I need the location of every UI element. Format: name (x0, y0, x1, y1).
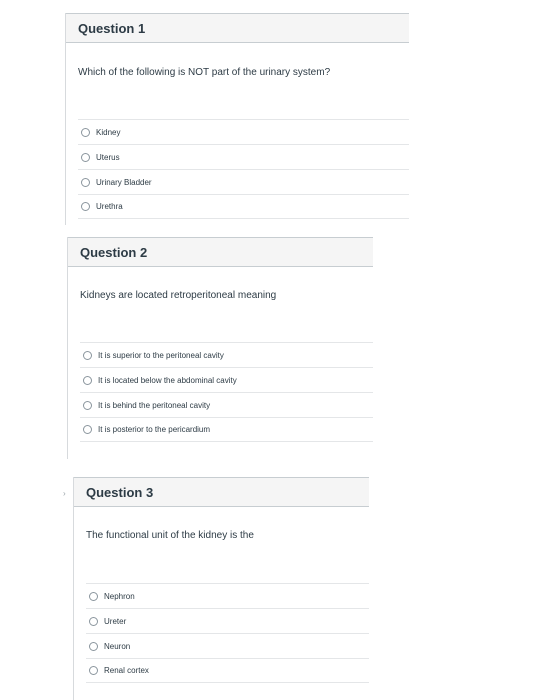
answer-option[interactable] (80, 392, 373, 417)
answer-option[interactable] (86, 658, 369, 683)
radio-button[interactable] (81, 128, 90, 137)
question-1-text: Which of the following is NOT part of the urinary system? (78, 67, 331, 78)
answer-label: Neuron (104, 641, 131, 651)
question-2-header (68, 237, 373, 267)
answer-option[interactable] (86, 608, 369, 633)
radio-button[interactable] (81, 153, 90, 162)
question-1-answers (78, 119, 409, 219)
question-1-header (66, 13, 409, 43)
question-3-answers (86, 583, 369, 683)
question-3-title: Question 3 (86, 484, 154, 500)
answer-option[interactable] (86, 633, 369, 658)
answer-option[interactable] (80, 342, 373, 367)
answer-option[interactable] (80, 417, 373, 442)
answer-option[interactable] (78, 194, 409, 219)
answer-label: Kidney (96, 127, 121, 137)
answer-option[interactable] (80, 367, 373, 392)
answer-option[interactable] (78, 169, 409, 194)
radio-button[interactable] (89, 642, 98, 651)
question-2-text: Kidneys are located retroperitoneal meaning (80, 290, 277, 301)
answer-label: Ureter (104, 616, 127, 626)
answer-label: It is behind the peritoneal cavity (98, 400, 211, 410)
question-2-title: Question 2 (80, 244, 148, 260)
radio-button[interactable] (89, 592, 98, 601)
radio-button[interactable] (81, 178, 90, 187)
question-1 (65, 13, 409, 225)
answer-option[interactable] (78, 144, 409, 169)
answer-option[interactable] (78, 119, 409, 144)
answer-label: Nephron (104, 591, 135, 601)
radio-button[interactable] (81, 202, 90, 211)
radio-button[interactable] (83, 376, 92, 385)
answer-label: Urethra (96, 202, 123, 211)
answer-label: It is superior to the peritoneal cavity (98, 350, 224, 360)
answer-label: Urinary Bladder (96, 177, 152, 187)
radio-button[interactable] (83, 425, 92, 434)
answer-label: It is located below the abdominal cavity (98, 375, 237, 385)
question-1-title: Question 1 (78, 20, 146, 36)
question-3-header (74, 477, 369, 507)
radio-button[interactable] (83, 401, 92, 410)
answer-label: Uterus (96, 152, 120, 162)
answer-option[interactable] (86, 583, 369, 608)
question-3-text: The functional unit of the kidney is the (86, 530, 254, 541)
radio-button[interactable] (83, 351, 92, 360)
radio-button[interactable] (89, 666, 98, 675)
question-2 (67, 237, 373, 459)
answer-label: It is posterior to the pericardium (98, 425, 211, 434)
chevron-right-icon: › (63, 489, 66, 498)
answer-label: Renal cortex (104, 666, 149, 675)
question-2-answers (80, 342, 373, 442)
radio-button[interactable] (89, 617, 98, 626)
question-3 (73, 477, 369, 700)
